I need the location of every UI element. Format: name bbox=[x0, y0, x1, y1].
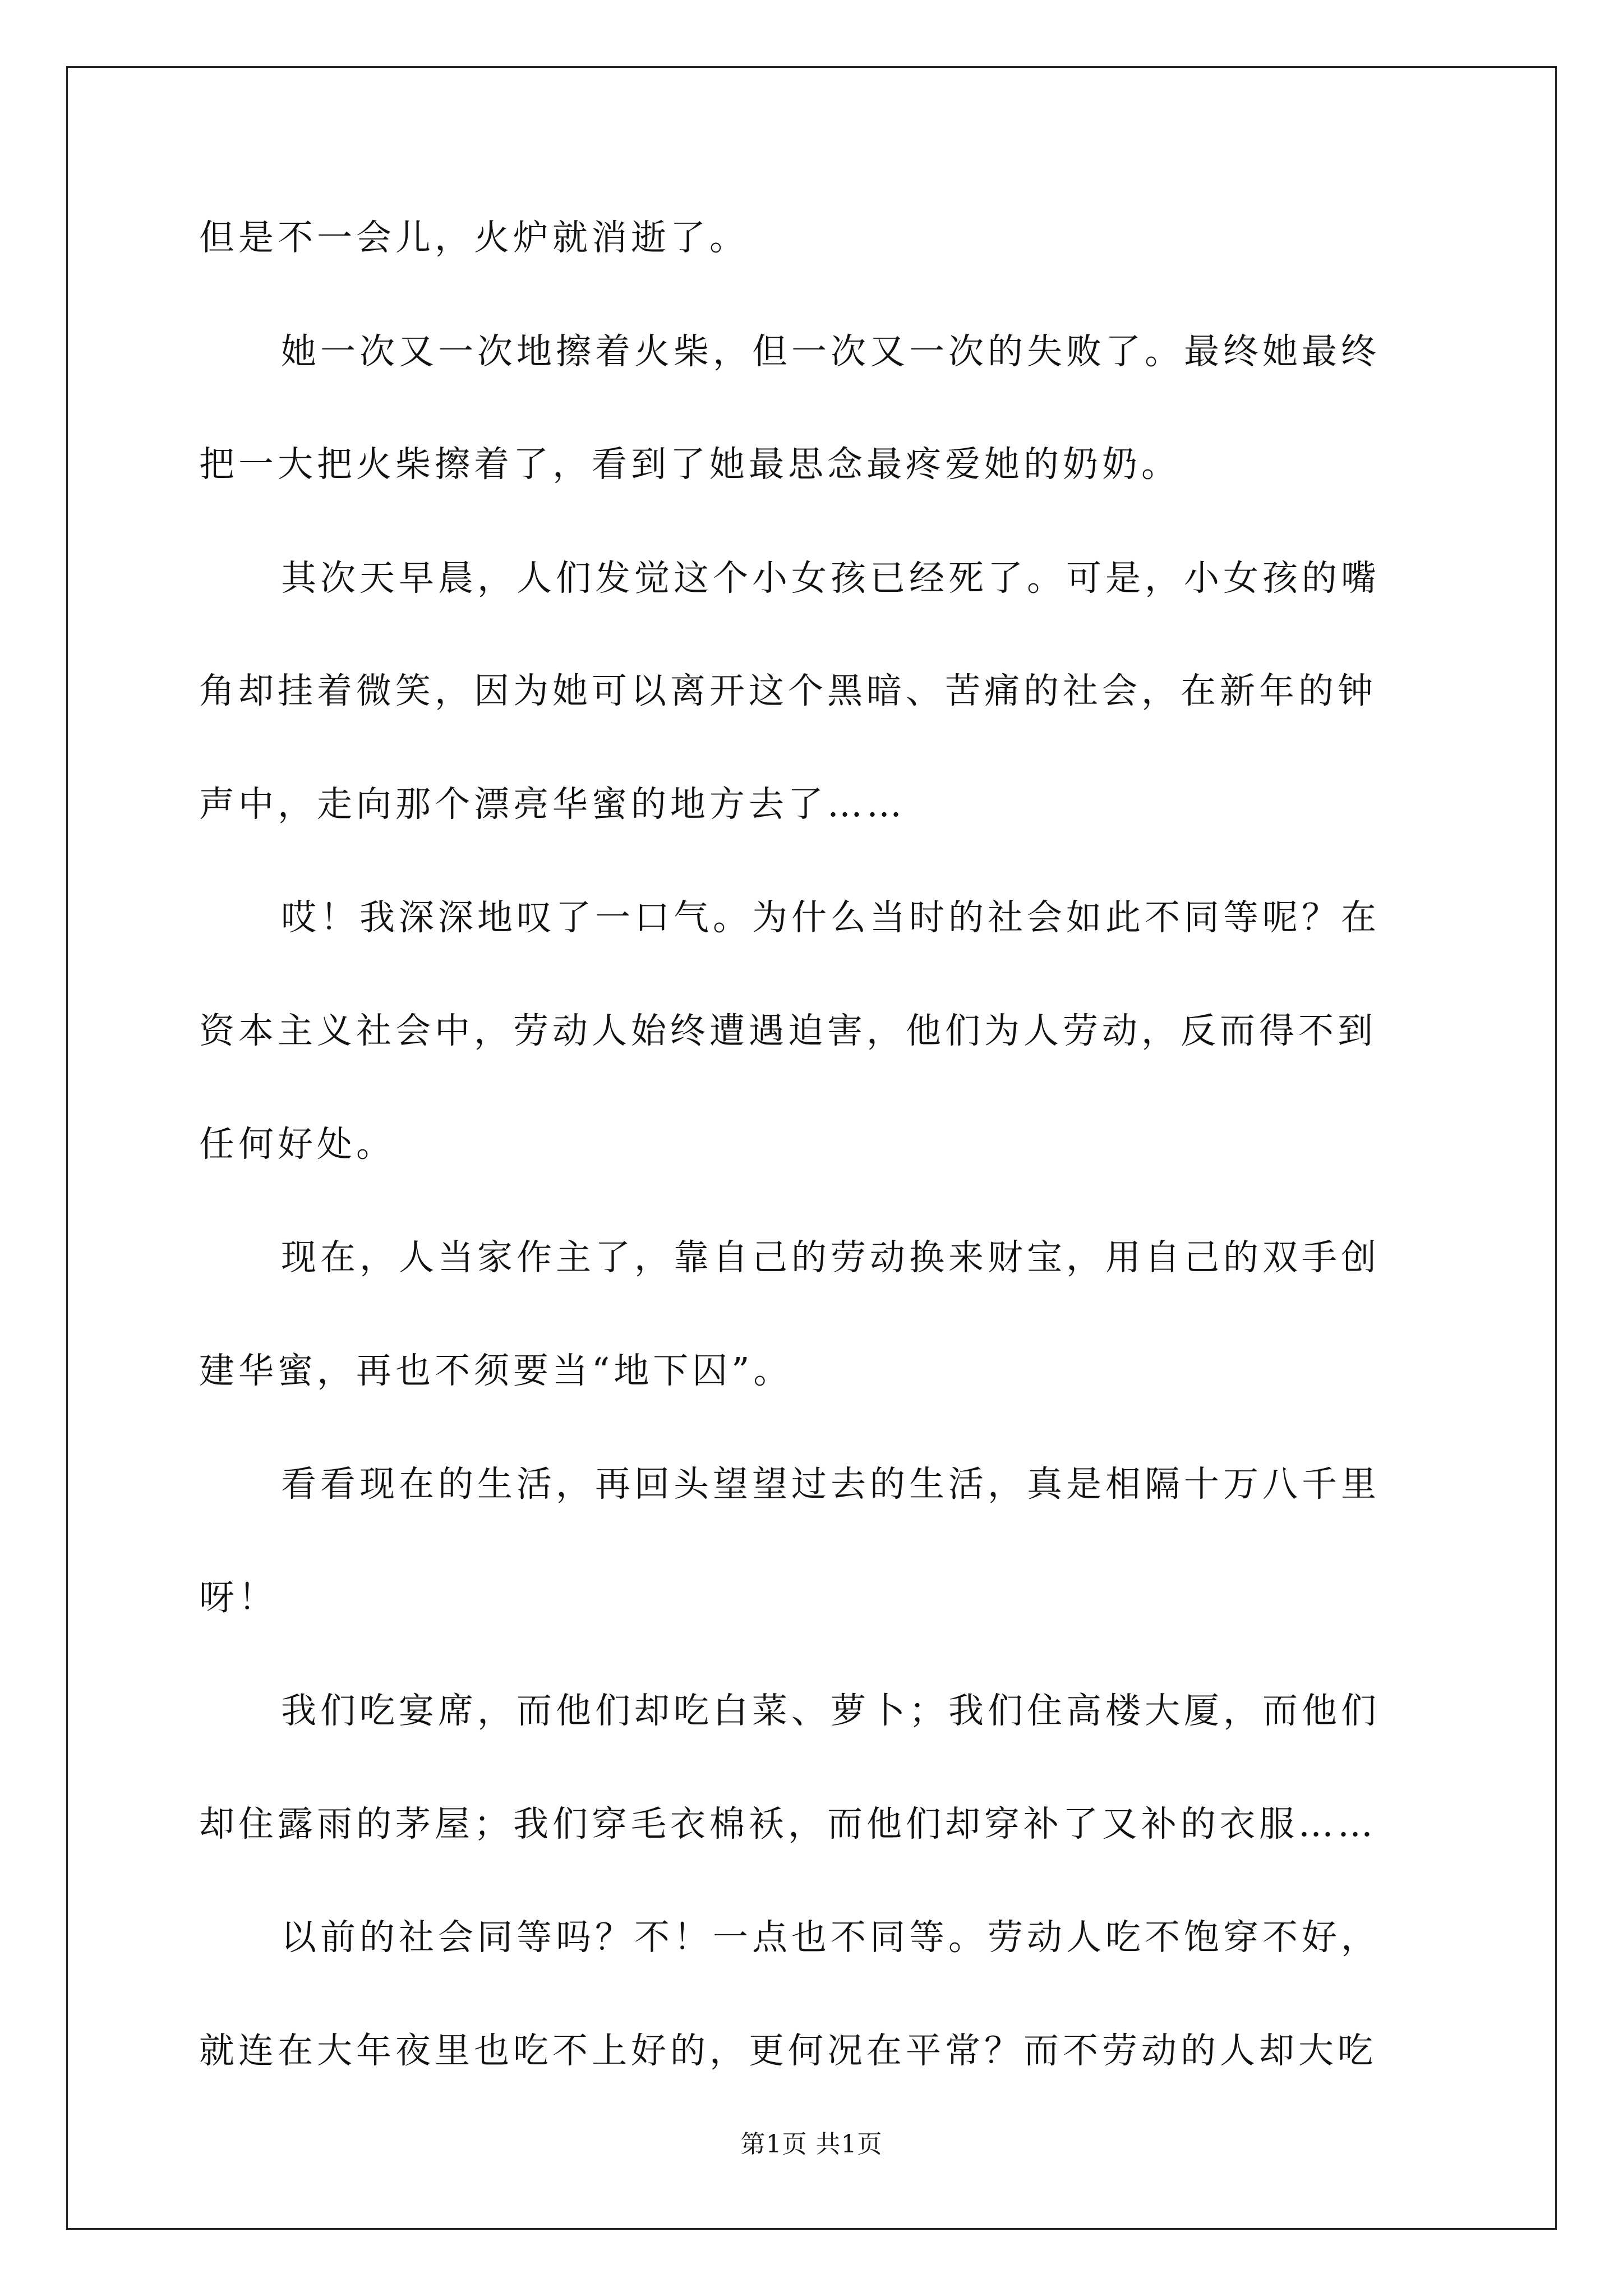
text-line: 角却挂着微笑，因为她可以离开这个黑暗、苦痛的社会，在新年的钟 bbox=[199, 670, 1377, 711]
text-line: 以前的社会同等吗？不！一点也不同等。劳动人吃不饱穿不好， bbox=[281, 1917, 1380, 1958]
text-line: 但是不一会儿，火炉就消逝了。 bbox=[199, 217, 749, 258]
text-line: 呀！ bbox=[199, 1577, 278, 1618]
text-line: 把一大把火柴擦着了，看到了她最思念最疼爱她的奶奶。 bbox=[199, 444, 1181, 485]
text-line: 却住露雨的茅屋；我们穿毛衣棉袄，而他们却穿补了又补的衣服…… bbox=[199, 1803, 1377, 1844]
text-line: 其次天早晨，人们发觉这个小女孩已经死了。可是，小女孩的嘴 bbox=[281, 558, 1380, 599]
page-number: 第1页 共1页 bbox=[740, 2130, 883, 2159]
text-line: 看看现在的生活，再回头望望过去的生活，真是相隔十万八千里 bbox=[281, 1464, 1380, 1504]
text-line: 声中，走向那个漂亮华蜜的地方去了…… bbox=[199, 784, 906, 825]
text-line: 建华蜜，再也不须要当“地下囚”。 bbox=[199, 1350, 793, 1391]
text-line: 资本主义社会中，劳动人始终遭遇迫害，他们为人劳动，反而得不到 bbox=[199, 1010, 1377, 1051]
text-line: 我们吃宴席，而他们却吃白菜、萝卜；我们住高楼大厦，而他们 bbox=[281, 1690, 1380, 1731]
text-line: 任何好处。 bbox=[199, 1124, 395, 1165]
text-line: 现在，人当家作主了，靠自己的劳动换来财宝，用自己的双手创 bbox=[281, 1237, 1380, 1278]
text-line: 就连在大年夜里也吃不上好的，更何况在平常？而不劳动的人却大吃 bbox=[199, 2030, 1377, 2071]
text-line: 哎！我深深地叹了一口气。为什么当时的社会如此不同等呢？在 bbox=[281, 897, 1380, 938]
text-line: 她一次又一次地擦着火柴，但一次又一次的失败了。最终她最终 bbox=[281, 331, 1380, 372]
